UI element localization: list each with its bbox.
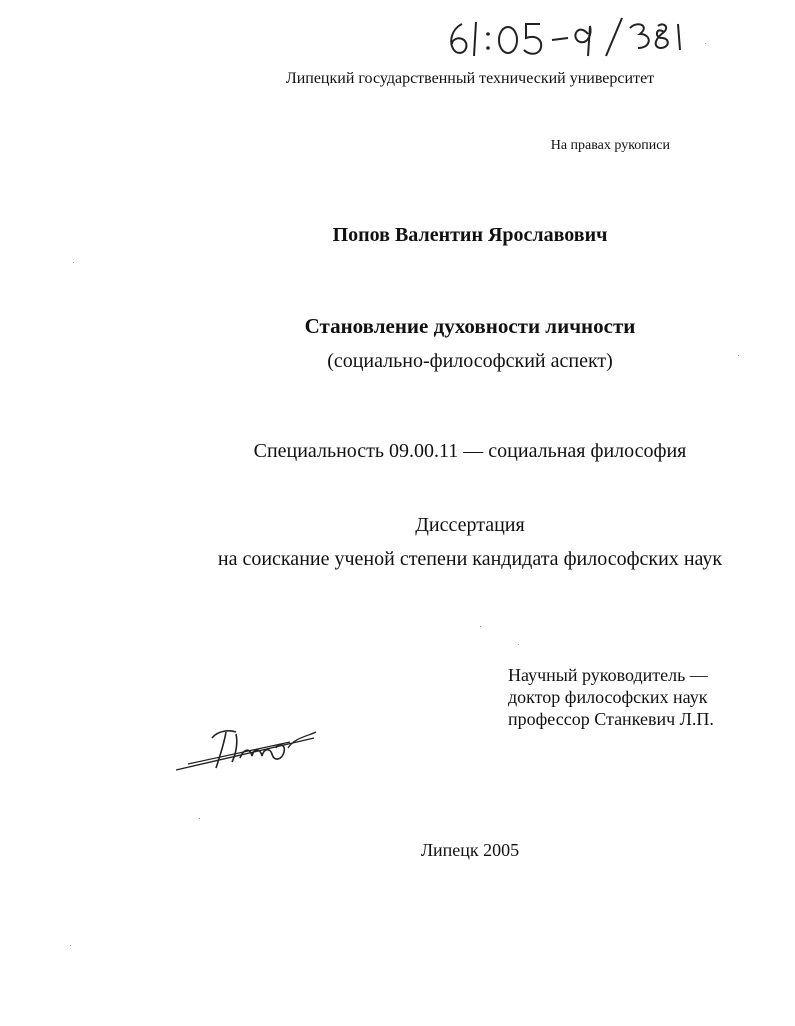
supervisor-name: профессор Станкевич Л.П. <box>508 709 714 729</box>
specialty-line: Специальность 09.00.11 — социальная философия <box>253 440 687 462</box>
supervisor-degree: доктор философских наук <box>508 687 708 707</box>
scan-speck <box>518 644 519 645</box>
rights-note: На правах рукописи <box>550 138 670 153</box>
author-name: Попов Валентин Ярославович <box>332 224 608 246</box>
dissertation-title: Становление духовности личности <box>304 314 636 338</box>
city-year: Липецк 2005 <box>420 840 520 860</box>
university-name: Липецкий государственный технический университет <box>285 70 655 87</box>
degree-line: на соискание ученой степени кандидата философских наук <box>217 548 723 570</box>
supervisor-role: Научный руководитель — <box>508 665 708 685</box>
scan-speck <box>705 43 706 44</box>
scan-speck <box>738 355 739 356</box>
scan-speck <box>73 262 74 263</box>
supervisor-block <box>508 664 714 730</box>
document-type: Диссертация <box>415 514 525 536</box>
scan-speck <box>199 818 200 819</box>
handwritten-archive-number <box>440 12 690 60</box>
scan-speck <box>70 945 71 946</box>
dissertation-subtitle: (социально-философский аспект) <box>327 350 613 372</box>
author-signature <box>170 718 320 778</box>
scan-speck <box>480 626 481 627</box>
